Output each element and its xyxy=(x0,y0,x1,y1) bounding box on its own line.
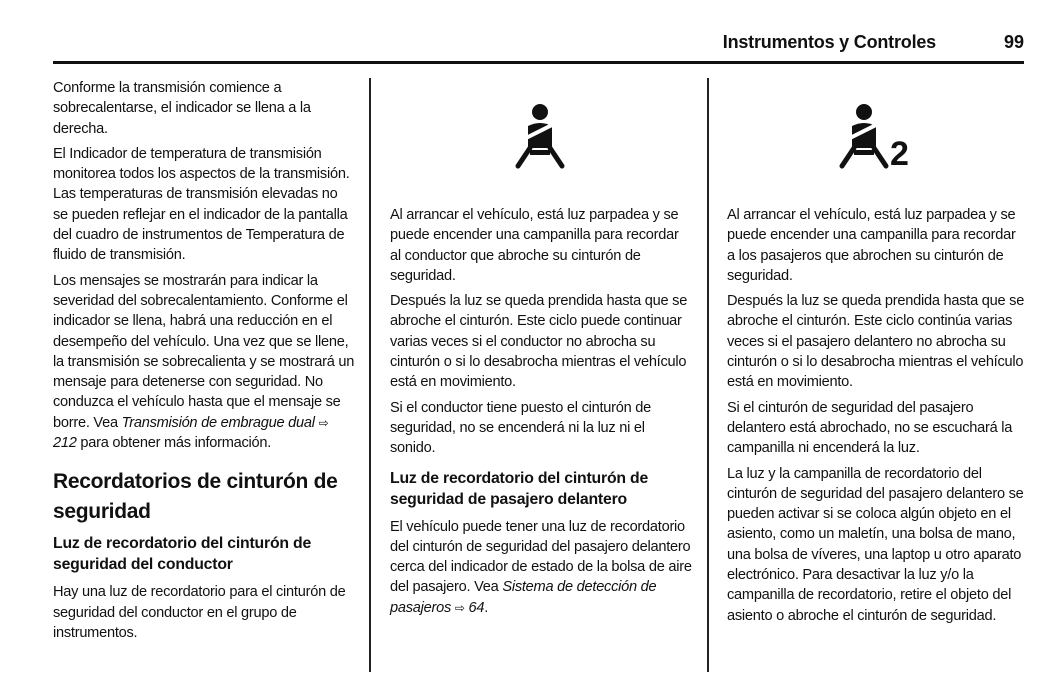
paragraph: El Indicador de temperatura de transmisión monitorea todos los aspectos de la transmisión. Las temperaturas de transmisión elevadas no se pueden reflejar en el indicador de la pantalla del cuadro de instrumentos de Temperatura de fluido de transmisión. xyxy=(53,145,350,264)
right-arrow-icon: ⇨ xyxy=(318,415,329,430)
paragraph: Si el cinturón de seguridad del pasajero delantero está abrochado, no se escuchará la campanilla ni encenderá la luz. xyxy=(727,399,1013,457)
paragraph-text: para obtener más información. xyxy=(76,435,272,452)
paragraph: Al arrancar el vehículo, está luz parpadea y se puede encender una campanilla para recordar al conductor que abroche su cinturón de seguridad. xyxy=(390,207,679,284)
paragraph: Conforme la transmisión comience a sobrecalentarse, el indicador se llena a la derecha. xyxy=(53,80,311,137)
paragraph-text: Los mensajes se mostrarán para indicar la severidad del sobrecalentamiento. Conforme el indicador se llena, habrá una reducción en el desempeño del vehículo. Una vez que se llene, la transmisión se sobrecalienta y se mostrará un mensaje para detenerse con seguridad. No conduzca el vehículo hasta que el mensaje se borre. Vea xyxy=(53,272,355,431)
subsection-heading: Luz de recordatorio del cinturón de seguridad del conductor xyxy=(53,535,312,574)
page-reference[interactable]: 64 xyxy=(468,599,485,616)
paragraph xyxy=(53,271,355,454)
column-3 xyxy=(727,205,1027,631)
paragraph: La luz y la campanilla de recordatorio del cinturón de seguridad del pasajero delantero se pueden activar si se coloca algún objeto en el asiento, como un maletín, una bolsa de mano, una bolsa de víveres, una laptop u otro aparato electrónico. Para desactivar la luz y/o la campanilla de recordatorio, retire el objeto del asiento o abroche el cinturón de seguridad. xyxy=(727,465,1024,624)
column-2 xyxy=(390,205,692,623)
page-reference[interactable]: 212 xyxy=(53,435,77,452)
paragraph: Después la luz se queda prendida hasta que se abroche el cinturón. Este ciclo puede continuar varias veces si el conductor no abrocha su cinturón o si lo desabrocha mientras el vehículo está en movimiento. xyxy=(390,293,688,391)
section-heading: Recordatorios de cinturón de seguridad xyxy=(53,470,338,524)
paragraph xyxy=(390,517,692,618)
subsection-heading: Luz de recordatorio del cinturón de seguridad de pasajero delantero xyxy=(390,469,649,508)
column-divider-right xyxy=(707,78,709,672)
cross-reference-link[interactable]: Sistema de detección de pasajeros xyxy=(390,579,657,616)
header-rule xyxy=(53,61,1024,64)
seatbelt-reminder-icon xyxy=(510,102,570,177)
paragraph-text: . xyxy=(484,599,489,616)
right-arrow-icon: ⇨ xyxy=(454,600,465,615)
section-title: Instrumentos y Controles xyxy=(722,32,936,52)
paragraph: Si el conductor tiene puesto el cinturón de seguridad, no se encenderá ni la luz ni el sonido. xyxy=(390,399,652,457)
column-1 xyxy=(53,78,355,648)
paragraph: Hay una luz de recordatorio para el cinturón de seguridad del conductor en el grupo de instrumentos. xyxy=(53,584,346,641)
page-number: 99 xyxy=(1003,32,1024,52)
passenger-icon-label: 2 xyxy=(890,135,909,173)
paragraph: Después la luz se queda prendida hasta que se abroche el cinturón. Este ciclo continúa varias veces si el pasajero delantero no abrocha su cinturón o si lo desabrocha mientras el vehículo está en movimiento. xyxy=(727,293,1025,391)
seatbelt-reminder-passenger-icon xyxy=(834,102,894,177)
column-divider-left xyxy=(369,78,371,672)
paragraph: Al arrancar el vehículo, está luz parpadea y se puede encender una campanilla para recordar a los pasajeros que abrochen su cinturón de seguridad. xyxy=(727,207,1016,284)
cross-reference-link[interactable]: Transmisión de embrague dual xyxy=(121,414,315,431)
paragraph-text: El vehículo puede tener una luz de recordatorio del cinturón de seguridad del pasajero delantero cerca del indicador de estado de la bolsa de aire del pasajero. Vea xyxy=(390,518,692,596)
